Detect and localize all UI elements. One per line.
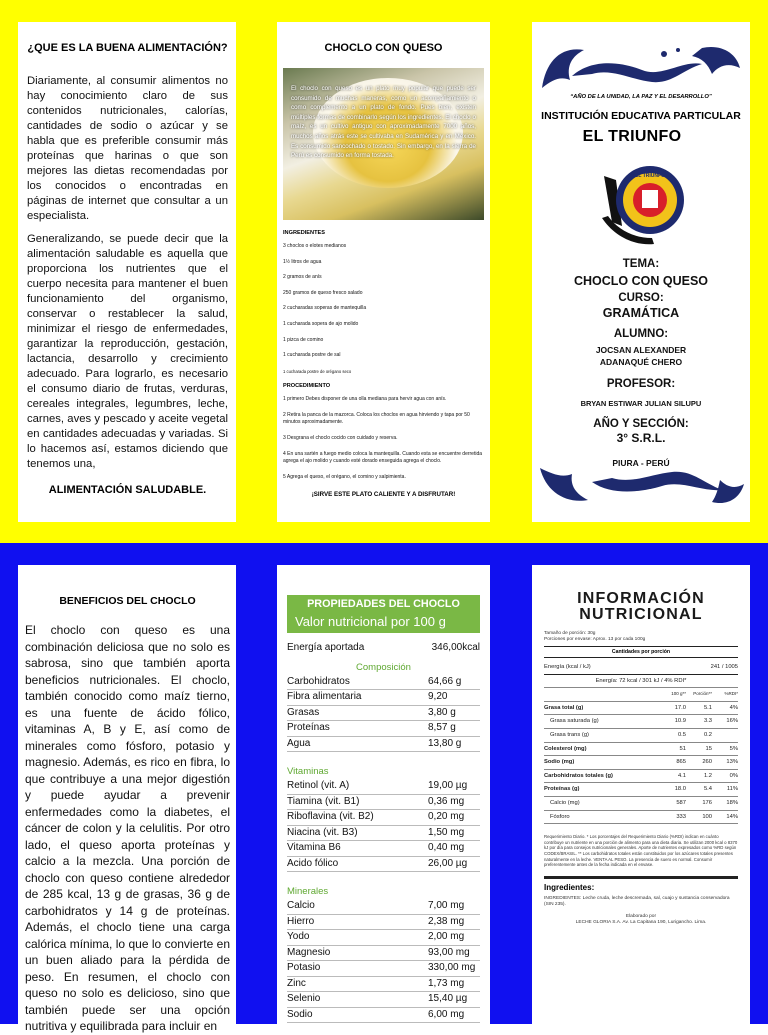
table-row: Potasio 330,00 mg [287, 961, 480, 977]
table-row: Tiamina (vit. B1) 0,36 mg [287, 795, 480, 811]
table-row: Riboflavina (vit. B2) 0,20 mg [287, 810, 480, 826]
ingredients-text: INGREDIENTES: Leche cruda, leche descremada, sal, cuajo y sustancia conservadora (SIN 235). [544, 895, 730, 907]
panel-buena-alimentacion [18, 22, 236, 522]
table-row: Acido fólico 26,00 µg [287, 857, 480, 873]
ingredient-item: 2 cucharadas soperas de mantequilla [283, 305, 367, 312]
procedure-step: 3 Desgrana el choclo cocido con cuidado y reserva. [283, 435, 398, 442]
maker-label: Elaborado por [625, 913, 657, 919]
benefits-text: El choclo con queso es una combinación deliciosa que no solo es sabrosa, sino que también aporta beneficios nutricionales. El choclo, también conocido como maíz tierno, es una fuente de ácido fólico, vitaminas A, B y E, así como de minerales como fósforo, potasio y magnesio. Además, es rico en fibra, lo que contribuye a una mejor digestión y puede ayudar a prevenir enfermedades como la diabetes, el cáncer de colon y la celulitis. Por otro lado, el queso aporta proteínas y calcio a la mezcla. Una porción de choclo con queso contiene alrededor de 285 kcal, 13 g de grasas, 36 g de carbohidratos y 14 g de proteínas. Además, el choclo tiene una carga calórica mínima, lo que lo convierte en un buen aliado para la pérdida de peso. En resumen, el choclo con queso no solo es delicioso, sino que también puede ser una opción nutritiva y equilibrada para incluir en [25, 623, 230, 1033]
column-headers: 100 g** Porción** %RDI* [544, 688, 738, 702]
panel-beneficios [18, 565, 236, 1033]
nutrient-row: Calcio (mg) 587 176 18% [544, 797, 738, 811]
curso-label: CURSO: [618, 292, 664, 304]
minerals-heading: Minerales [287, 886, 329, 897]
seccion-value: 3° S.R.L. [616, 431, 666, 445]
nutrition-title-1: INFORMACIÓN [577, 590, 705, 607]
energy-value: 346,00kcal [431, 642, 480, 653]
serving-size: Tamaño de porción: 30g [544, 631, 596, 636]
ingredient-item: 1 cucharada postre de orégano seco [283, 368, 352, 374]
energy-row [287, 641, 480, 656]
energy-row: Energía (kcal / kJ) 241 / 1005 [544, 661, 738, 675]
panel-title: ¿QUE ES LA BUENA ALIMENTACIÓN? [27, 42, 228, 54]
paragraph-intro: Diariamente, al consumir alimentos no hay conocimiento claro de sus contenidos nutricionales, calorías, cantidades de sodio o azúcar y se habla que es preferible consumir más proteínas que harinas o que son mejores las dietas recomendadas por los conocidos o encontradas en páginas de internet que consultar a un especialista. [27, 75, 228, 222]
procedure-step: 1 primero Debes disponer de una olla mediana para hervir agua con anís. [283, 396, 447, 403]
city: PIURA - PERÚ [612, 458, 670, 468]
nutrient-row: Carbohidratos totales (g) 4.1 1.2 0% [544, 770, 738, 784]
properties-header [287, 595, 480, 633]
nutrient-rows [544, 702, 738, 824]
table-row: Sodio 6,00 mg [287, 1008, 480, 1024]
alumno-label: ALUMNO: [613, 328, 669, 340]
composition-heading: Composición [356, 661, 411, 673]
tema-label: TEMA: [622, 258, 660, 270]
table-row: Agua 13,80 g [287, 737, 480, 753]
table-row: Hierro 2,38 mg [287, 915, 480, 931]
benefits-title: BENEFICIOS DEL CHOCLO [59, 595, 196, 607]
procedure-list [283, 396, 484, 481]
ingredient-item: 3 choclos o elotes medianos [283, 243, 347, 249]
svg-text:EL TRIUNFO: EL TRIUNFO [635, 173, 665, 179]
ingredient-item: 1½ litros de agua [283, 258, 322, 265]
school-name: EL TRIUNFO [582, 128, 682, 145]
nutrient-row: Sodio (mg) 865 260 13% [544, 756, 738, 770]
table-row: Zinc 1,73 mg [287, 977, 480, 993]
profesor-value: BRYAN ESTIWAR JULIAN SILUPU [580, 399, 702, 408]
table-row: Yodo 2,00 mg [287, 930, 480, 946]
panel-footer: ALIMENTACIÓN SALUDABLE. [48, 484, 207, 496]
table-row: Selenio 15,40 µg [287, 992, 480, 1008]
procedure-step: 5 Agrega el queso, el orégano, el comino y salpimienta. [283, 474, 406, 481]
table-row: Grasas 3,80 g [287, 706, 480, 722]
panel-choclo-receta [277, 22, 490, 522]
tema-value: CHOCLO CON QUESO [573, 274, 709, 288]
nutrition-footnote: Requerimiento Diario. * Los porcentajes del Requerimiento Diario (%RDI) indican en cuánto contribuye un nutriente en una porción de alimento para una dieta diaria. Se utilizan 2000 kcal o 8370 kJ por día para consejos nutricionales generales. Aporte de nutrientes expresados como %RD según CODEX/BRASIL. ** Los carbohidratos totales están constituidos por los azúcares totales presentes naturalmente en la leche. VENTA AL PESO. La presencia de suero es normal. Consumir preferentemente antes de la fecha indicada en el envase. [544, 834, 738, 868]
profesor-label: PROFESOR: [606, 378, 676, 390]
properties-subtitle: Valor nutricional por 100 g [295, 614, 446, 629]
institution-name: INSTITUCIÓN EDUCATIVA PARTICULAR [541, 110, 741, 122]
ingredient-item: 1 cucharada postre de sal [283, 352, 341, 359]
table-row: Calcio 7,00 mg [287, 899, 480, 915]
servings-per-container: Porciones por envase: Aprox. 13 por cada 100g [544, 637, 646, 642]
ingredient-item: 1 cucharada sopera de ajo molido [283, 320, 359, 327]
procedure-heading: PROCEDIMIENTO [283, 383, 331, 390]
maker-name: LECHE GLORIA S.A. Av. La Capitana 190, Lurigancho. Lima. [575, 919, 707, 925]
seccion-label: AÑO Y SECCIÓN: [593, 418, 689, 430]
paragraph-definition: Generalizando, se puede decir que la alimentación saludable es aquella que proporciona los nutrientes que el cuerpo necesita para mantener el buen funcionamiento del organismo, conservar o restablecer la salud, minimizar el riesgo de enfermedades, garantizar la reproducción, gestación, lactancia, desarrollo y crecimiento adecuado. Para lograrlo, es necesario el consumo diario de frutas, verduras, cereales integrales, legumbres, leche, carnes, aves y pescado y aceite vegetal en cantidades adecuadas y variadas. Si lo hacemos así, estamos diciendo que tenemos una, [27, 233, 228, 470]
photo-caption: El choclo con queso es un plato muy popular que puede ser consumido de muchas maneras, como un acompañamiento o como complemento a un plato de fondo. Pues bien, existen múltiples formas de combinarlo según los ingredientes. El choclo o maíz, es un cultivo antiguo con aproximadamente 7000 años, muchos años atrás este se cultivaba en Sudamérica y en México. Es consumido sancochado o tostado. Sin embargo, en la sierra de Perú es consumido en forma tostada. [291, 85, 476, 160]
ingredient-item: 250 gramos de queso fresco salado [283, 289, 363, 296]
table-row: Retinol (vit. A) 19,00 µg [287, 779, 480, 795]
per-portion-heading: Cantidades por porción [544, 646, 738, 658]
table-row: Vitamina B6 0,40 mg [287, 841, 480, 857]
procedure-step: 2 Retira la panca de la mazorca. Coloca los choclos en agua hirviendo y tapa por 50 minutos aproximadamente. [283, 412, 470, 426]
nutrient-row: Fósforo 333 100 14% [544, 811, 738, 825]
school-crest-icon [594, 156, 688, 254]
energy-label: Energía aportada [287, 642, 365, 653]
ingredient-item: 1 pizca de comino [283, 336, 324, 343]
table-row: Magnesio 93,00 mg [287, 946, 480, 962]
nutrition-title-2: NUTRICIONAL [579, 606, 703, 623]
dish-photo [283, 68, 484, 220]
ingredients-heading: INGREDIENTES [283, 230, 325, 236]
alumno-line2: ADANAQUÉ CHERO [599, 357, 683, 367]
ingredients-list [283, 243, 484, 375]
curso-value: GRAMÁTICA [602, 306, 680, 320]
panel-nutrition-facts [532, 565, 750, 1024]
table-row: Proteínas 8,57 g [287, 721, 480, 737]
nutrient-row: Grasa trans (g) 0.5 0.2 [544, 729, 738, 743]
nutrient-row: Colesterol (mg) 51 15 5% [544, 743, 738, 757]
energy-rdi-row: Energía: 72 kcal / 301 kJ / 4% RDI* [544, 675, 738, 689]
panel-propiedades [277, 565, 490, 1024]
procedure-step: 4 En una sartén a fuego medio coloca la mantequilla. Cuando esta se encuentre derretida agrega el ajo molido y cuando esté dorado enseguida agrega el choclo. [283, 451, 483, 465]
ingredients-heading: Ingredientes: [544, 876, 738, 892]
table-row: Carbohidratos 64,66 g [287, 675, 480, 691]
nutrient-row: Proteínas (g) 18.0 5.4 11% [544, 783, 738, 797]
decorative-swirl-bottom [532, 462, 750, 512]
panel-cover [532, 22, 750, 522]
recipe-title: CHOCLO CON QUESO [324, 42, 443, 54]
properties-title: PROPIEDADES DEL CHOCLO [307, 598, 460, 610]
nutrient-row: Grasa total (g) 17.0 5.1 4% [544, 702, 738, 716]
vitamins-heading: Vitaminas [287, 766, 329, 777]
table-row: Fibra alimentaria 9,20 [287, 690, 480, 706]
decorative-swirl-top [532, 40, 750, 90]
table-row: Niacina (vit. B3) 1,50 mg [287, 826, 480, 842]
alumno-line1: JOCSAN ALEXANDER [595, 345, 687, 355]
nutrient-row: Grasa saturada (g) 10.9 3.3 16% [544, 715, 738, 729]
ingredient-item: 2 gramos de anís [283, 274, 322, 281]
recipe-footer: ¡SIRVE ESTE PLATO CALIENTE Y A DISFRUTAR! [311, 491, 456, 499]
cover-slogan: “AÑO DE LA UNIDAD, LA PAZ Y EL DESARROLLO” [570, 94, 712, 100]
